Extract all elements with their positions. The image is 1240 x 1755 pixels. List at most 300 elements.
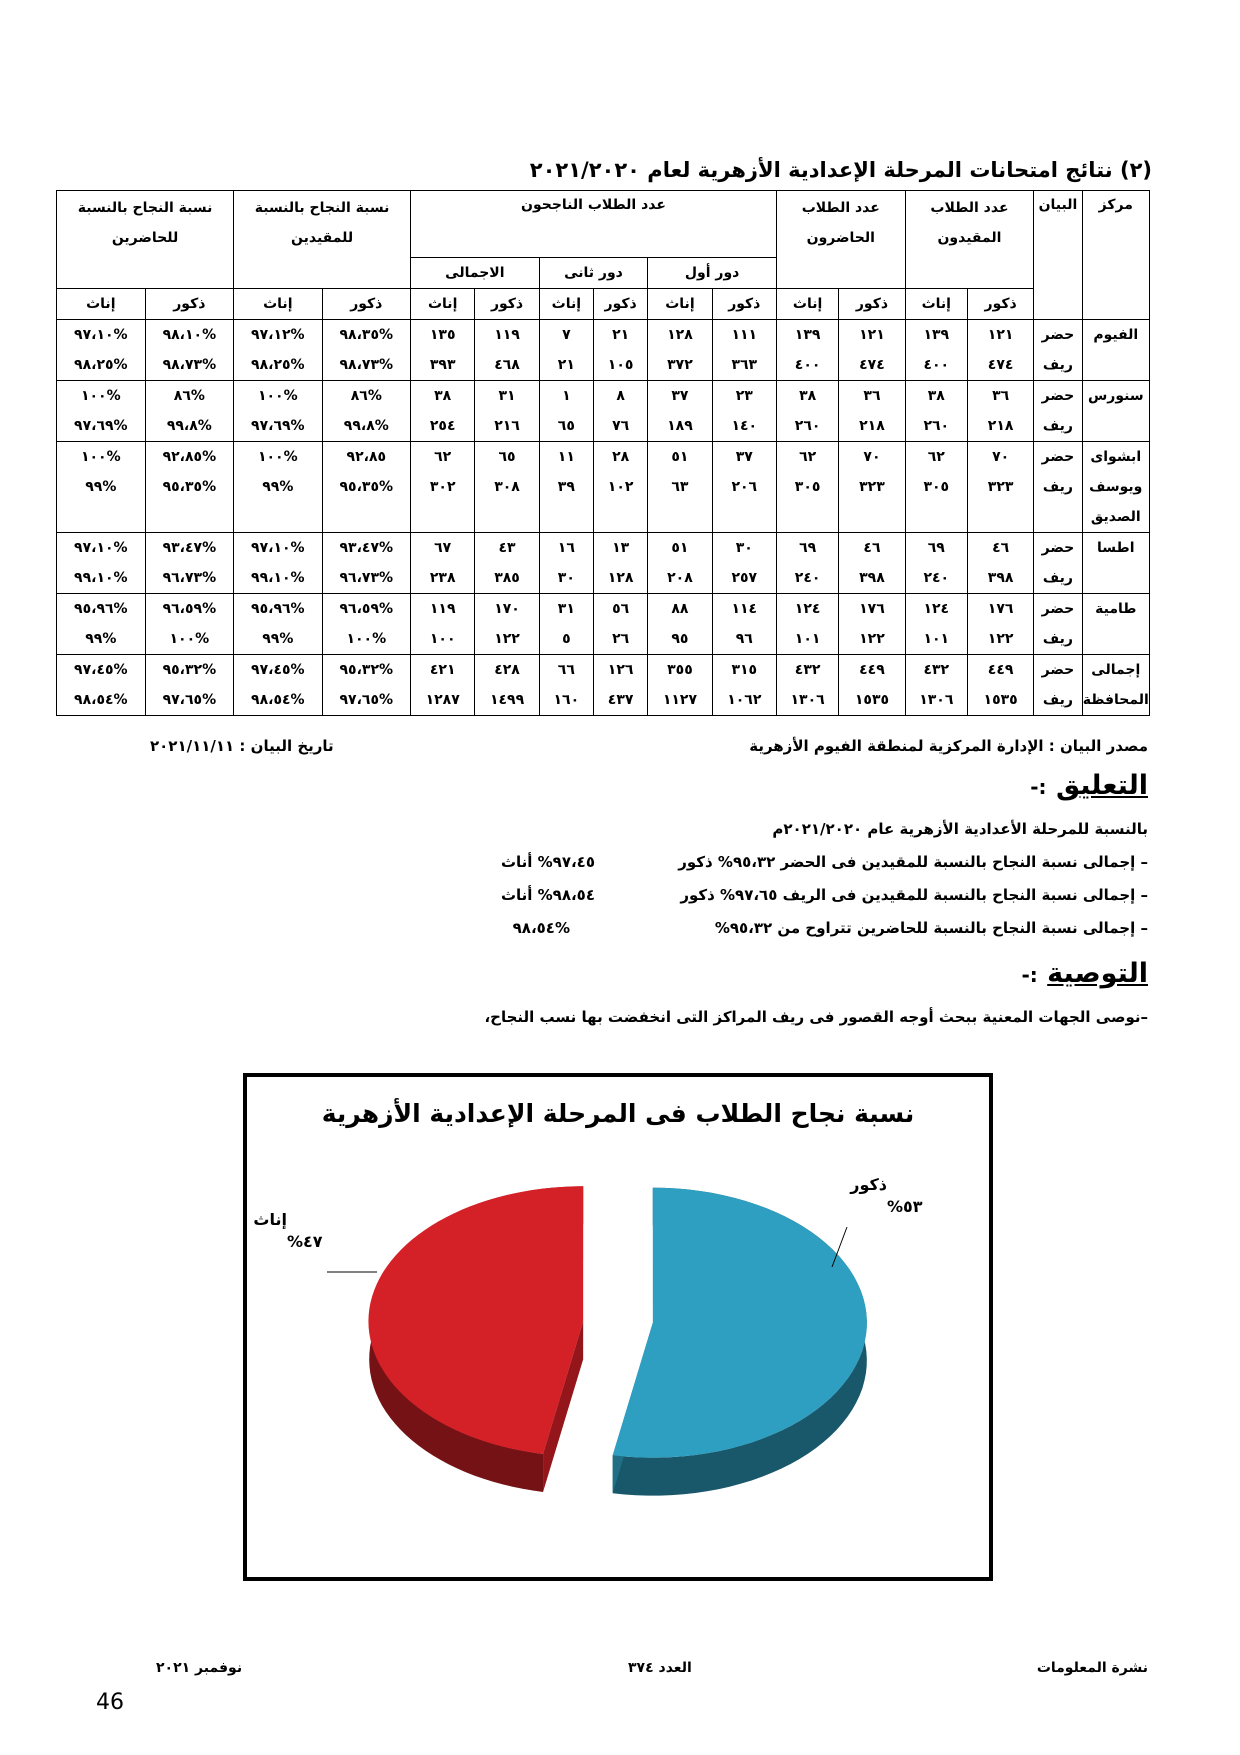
cell-pre-f [776, 320, 838, 381]
recommend-heading [1021, 958, 1148, 989]
pie-chart [247, 1077, 989, 1577]
cell-value: ٦٣ [671, 479, 689, 495]
cell-pp-m [145, 381, 233, 442]
table-title: (٢) نتائج امتحانات المرحلة الإعدادية الأزهرية لعام ٢٠٢١/٢٠٢٠ [529, 158, 1152, 182]
cell-pe-m [322, 655, 410, 716]
cell-value: %٩٥،٣٢ [339, 662, 394, 678]
cell-value: ١١٢٧ [662, 692, 698, 708]
cell-r1-f [648, 594, 712, 655]
header-male: ذكور [839, 289, 905, 320]
cell-value: ٣١ [557, 601, 575, 617]
footer-issue: العدد ٣٧٤ [628, 1660, 692, 1676]
cell-value: ٥٦ [612, 601, 630, 617]
cell-enr-m [967, 381, 1033, 442]
cell-enr-m [967, 442, 1033, 533]
cell-value: ٢٠٨ [667, 570, 693, 586]
cell-value: ١٢٤ [794, 601, 821, 617]
cell-r1-f [648, 442, 712, 533]
cell-value: ١٥٣٥ [854, 692, 890, 708]
cell-value: ٦٦ [557, 662, 575, 678]
cell-value: ٢٦٠ [923, 418, 950, 434]
row-center-name-line: سنورس [1087, 388, 1144, 404]
cell-r1-m [712, 320, 776, 381]
cell-pp-f [57, 381, 146, 442]
cell-value: %٨٦ [173, 388, 205, 404]
cell-value: %٩٩ [262, 631, 294, 647]
pie-chart-frame [243, 1073, 993, 1581]
cell-value: %٩٦،٥٩ [339, 601, 394, 617]
cell-value: ٥١ [671, 540, 689, 556]
cell-value: ٦٩ [799, 540, 817, 556]
cell-value: ١٢٢ [859, 631, 885, 647]
cell-value: ٤٣٧ [607, 692, 634, 708]
cell-value: ٣٨٥ [494, 570, 520, 586]
cell-value: ٢٦٠ [794, 418, 821, 434]
cell-value: %٩٥،٣٥ [339, 479, 394, 495]
cell-enr-m [967, 320, 1033, 381]
cell-pre-m [839, 320, 905, 381]
cell-enr-m [967, 533, 1033, 594]
cell-pre-f [776, 655, 838, 716]
cell-r1-f [648, 655, 712, 716]
cell-r1-m [712, 533, 776, 594]
row-bayan [1034, 594, 1082, 655]
cell-value: ١ [562, 388, 571, 404]
row-bayan-line: ريف [1042, 570, 1073, 586]
cell-value: ٣٦ [992, 388, 1010, 404]
cell-enr-m [967, 655, 1033, 716]
cell-value: %٨٦ [350, 388, 382, 404]
cell-r1-m [712, 594, 776, 655]
cell-value: ٣٥٥ [667, 662, 693, 678]
cell-enr-f [905, 381, 967, 442]
cell-tot-m [475, 533, 539, 594]
cell-tot-m [475, 442, 539, 533]
cell-value: ٣٦٣ [731, 357, 758, 373]
header-male: ذكور [967, 289, 1033, 320]
cell-value: ٣٨ [434, 388, 452, 404]
cell-value: ١٠١ [923, 631, 950, 647]
cell-value: ٢٥٧ [731, 570, 758, 586]
recommend-heading-text: التوصية [1047, 958, 1148, 989]
cell-tot-f [411, 442, 475, 533]
cell-tot-f [411, 381, 475, 442]
cell-pe-f [234, 533, 322, 594]
cell-value: %٩٧،٦٥ [162, 692, 217, 708]
cell-value: %٩٩،١٠ [251, 570, 305, 586]
cell-pp-m [145, 594, 233, 655]
cell-value: ١٢٢ [987, 631, 1014, 647]
cell-value: %٩٨،٥٤ [251, 692, 305, 708]
cell-value: ٣٠٥ [923, 479, 950, 495]
cell-value: ٢٤٠ [794, 570, 821, 586]
header-male: ذكور [145, 289, 233, 320]
cell-value: ٩٦ [735, 631, 753, 647]
comment-line-3: – إجمالى نسبة النجاح بالنسبة للحاضرين تتراوح من ٩٥،٣٢% [714, 919, 1148, 937]
cell-value: ٣٠٨ [494, 479, 520, 495]
cell-value: %٩٧،٦٩ [251, 418, 305, 434]
cell-value: ٤٠٠ [923, 357, 950, 373]
cell-value: ٤٣ [498, 540, 516, 556]
header-pass-rate-enrolled: نسبة النجاح بالنسبة للمقيدين [234, 191, 411, 289]
cell-value: %١٠٠ [80, 388, 121, 404]
cell-value: ٤٦٨ [494, 357, 520, 373]
cell-value: ٣٠ [735, 540, 753, 556]
cell-value: ٢٥٤ [429, 418, 456, 434]
cell-r2-f [539, 533, 593, 594]
comment-heading [1030, 770, 1148, 801]
cell-value: ١٣٩ [794, 327, 821, 343]
header-male: ذكور [712, 289, 776, 320]
cell-pe-m [322, 442, 410, 533]
cell-value: ٢٣ [735, 388, 753, 404]
cell-value: %٩٨،٧٣ [339, 357, 394, 373]
cell-value: ٤٦ [863, 540, 881, 556]
cell-pe-m [322, 381, 410, 442]
cell-value: ٦٢ [927, 449, 945, 465]
cell-value: ٥١ [671, 449, 689, 465]
cell-pre-m [839, 655, 905, 716]
cell-value: %٩٨،٥٤ [74, 692, 128, 708]
comment-line-2: – إجمالى نسبة النجاح بالنسبة للمقيدين فى الريف ٩٧،٦٥% ذكور [680, 886, 1148, 904]
cell-value: %٩٩ [262, 479, 294, 495]
cell-value: %٩٧،٦٥ [339, 692, 394, 708]
cell-value: ٢١ [557, 357, 575, 373]
cell-pe-f [234, 320, 322, 381]
cell-value: %٩٧،٤٥ [251, 662, 305, 678]
cell-r1-m [712, 655, 776, 716]
cell-r2-m [593, 594, 647, 655]
table-row [57, 594, 1150, 655]
cell-value: %٩٩،٨ [166, 418, 212, 434]
cell-value: %١٠٠ [346, 631, 387, 647]
comment-heading-suffix: :- [1030, 775, 1047, 799]
cell-pp-m [145, 655, 233, 716]
cell-value: ١٥٣٥ [983, 692, 1018, 708]
header-total: الاجمالى [411, 258, 540, 289]
cell-value: ١٠١ [794, 631, 821, 647]
cell-value: ١٧٠ [494, 601, 520, 617]
cell-pp-f [57, 533, 146, 594]
cell-value: %٩٧،٤٥ [74, 662, 128, 678]
row-bayan-line: ريف [1042, 418, 1073, 434]
pie-label-name: إناث [253, 1210, 287, 1229]
cell-r1-f [648, 320, 712, 381]
header-bayan: البيان [1034, 191, 1082, 320]
cell-value: ١٣ [612, 540, 630, 556]
header-male: ذكور [322, 289, 410, 320]
cell-value: ٨ [616, 388, 625, 404]
cell-pe-f [234, 655, 322, 716]
header-enrolled: عدد الطلاب المقيدون [905, 191, 1034, 289]
cell-r2-f [539, 320, 593, 381]
table-row [57, 533, 1150, 594]
cell-pe-f [234, 381, 322, 442]
cell-value: ١٨٩ [667, 418, 693, 434]
row-bayan-line: حضر [1041, 388, 1075, 404]
cell-value: ١٧٦ [987, 601, 1014, 617]
row-center-name [1082, 655, 1149, 716]
cell-value: ١٠٥ [607, 357, 634, 373]
cell-value: ١٤٠ [731, 418, 758, 434]
row-bayan-line: حضر [1041, 540, 1075, 556]
row-center-name [1082, 320, 1149, 381]
cell-value: ١١١ [731, 327, 758, 343]
cell-value: ٣٩٨ [987, 570, 1014, 586]
cell-value: ٥ [562, 631, 571, 647]
cell-pre-m [839, 381, 905, 442]
comment-value-1: ٩٧،٤٥% أناث [500, 853, 595, 871]
cell-tot-f [411, 655, 475, 716]
cell-pp-f [57, 320, 146, 381]
data-source: مصدر البيان : الإدارة المركزية لمنطقة الفيوم الأزهرية [749, 737, 1148, 755]
cell-value: ٤٦ [992, 540, 1010, 556]
cell-value: %٩٧،١٠ [74, 540, 128, 556]
cell-value: ٩٥ [671, 631, 689, 647]
row-center-name-line: إجمالى [1091, 662, 1141, 678]
header-second-round: دور ثانى [539, 258, 648, 289]
recommend-heading-suffix: :- [1021, 963, 1038, 987]
recommend-text: –نوصى الجهات المعنية ببحث أوجه القصور فى ريف المراكز التى انخفضت بها نسب النجاح، [484, 1008, 1148, 1026]
header-male: ذكور [593, 289, 647, 320]
cell-r2-m [593, 533, 647, 594]
cell-value: ٦٢ [799, 449, 817, 465]
row-bayan [1034, 442, 1082, 533]
cell-value: ٣١٥ [731, 662, 758, 678]
pie-label-name: ذكور [850, 1175, 887, 1194]
cell-pe-f [234, 594, 322, 655]
row-center-name-line: الصديق [1090, 509, 1141, 525]
cell-enr-f [905, 594, 967, 655]
cell-value: ١٧٦ [859, 601, 885, 617]
cell-pp-f [57, 594, 146, 655]
cell-value: ٢٦ [612, 631, 630, 647]
header-pass-rate-present: نسبة النجاح بالنسبة للحاضرين [57, 191, 234, 289]
footer-month: نوفمبر ٢٠٢١ [156, 1660, 243, 1676]
cell-value: ١٢٢ [494, 631, 520, 647]
cell-pre-m [839, 442, 905, 533]
cell-value: %٩٣،٤٧ [339, 540, 394, 556]
cell-pre-f [776, 442, 838, 533]
cell-r2-f [539, 381, 593, 442]
cell-pp-f [57, 655, 146, 716]
cell-value: %٩٧،١٠ [251, 540, 305, 556]
cell-value: ٤٧٤ [859, 357, 885, 373]
cell-value: ٤٢١ [429, 662, 456, 678]
cell-value: ١٢٨٧ [425, 692, 460, 708]
cell-r2-m [593, 442, 647, 533]
cell-value: ٣٠ [557, 570, 575, 586]
cell-value: ٢١٦ [494, 418, 520, 434]
cell-value: %٩٥،٣٥ [162, 479, 217, 495]
cell-value: ٢٠٦ [731, 479, 758, 495]
cell-tot-m [475, 320, 539, 381]
cell-pp-f [57, 442, 146, 533]
cell-value: ٣٩٨ [859, 570, 885, 586]
cell-tot-m [475, 381, 539, 442]
cell-pre-f [776, 381, 838, 442]
cell-value: ٦٧ [434, 540, 452, 556]
comment-heading-text: التعليق [1055, 770, 1148, 801]
cell-tot-m [475, 594, 539, 655]
row-bayan-line: ريف [1042, 692, 1073, 708]
cell-value: %٩٩ [85, 479, 117, 495]
row-center-name [1082, 594, 1149, 655]
pie-label-value: %٤٧ [287, 1232, 323, 1251]
cell-pe-f [234, 442, 322, 533]
cell-value: ٣٠٥ [794, 479, 821, 495]
cell-value: %٩٨،٢٥ [251, 357, 305, 373]
cell-value: ١٢٦ [607, 662, 634, 678]
cell-r2-f [539, 594, 593, 655]
cell-value: ٢٣٨ [429, 570, 456, 586]
cell-value: ١٤٩٩ [489, 692, 525, 708]
cell-value: ١١٩ [429, 601, 456, 617]
cell-pe-m [322, 533, 410, 594]
row-center-name-line: ابشواى [1090, 449, 1142, 465]
header-female: إناث [539, 289, 593, 320]
cell-value: ١٢٨ [607, 570, 634, 586]
chart-title: نسبة نجاح الطلاب فى المرحلة الإعدادية الأزهرية [321, 1099, 915, 1128]
row-center-name [1082, 533, 1149, 594]
cell-value: ٧٠ [863, 449, 881, 465]
cell-value: %٩٧،١٢ [251, 327, 305, 343]
cell-enr-f [905, 320, 967, 381]
cell-pre-m [839, 594, 905, 655]
cell-pre-f [776, 594, 838, 655]
cell-value: %١٠٠ [257, 388, 298, 404]
cell-value: ١٠٢ [607, 479, 634, 495]
table-row [57, 442, 1150, 533]
cell-value: ٤٤٩ [987, 662, 1014, 678]
cell-value: ١١ [557, 449, 575, 465]
cell-value: ٣٠٢ [429, 479, 456, 495]
cell-value: %٩٦،٧٣ [339, 570, 394, 586]
row-bayan [1034, 381, 1082, 442]
row-center-name-line: المحافظة [1082, 692, 1149, 708]
cell-value: %٩٨،١٠ [162, 327, 217, 343]
cell-value: ١٣٩ [923, 327, 950, 343]
cell-value: %٩٦،٥٩ [162, 601, 217, 617]
cell-value: ١٢١ [987, 327, 1014, 343]
cell-pre-f [776, 533, 838, 594]
cell-value: ٩٢،٨٥ [346, 449, 387, 465]
cell-value: ٤٤٩ [859, 662, 885, 678]
row-center-name-line: اطسا [1097, 540, 1135, 556]
cell-value: %٩٦،٧٣ [162, 570, 217, 586]
header-female: إناث [648, 289, 712, 320]
cell-value: %٩٧،١٠ [74, 327, 128, 343]
cell-value: %٩٥،٩٦ [251, 601, 305, 617]
cell-pre-m [839, 533, 905, 594]
cell-value: ١٠٦٢ [727, 692, 762, 708]
cell-value: ٣٧ [735, 449, 753, 465]
cell-value: ٦٥ [557, 418, 575, 434]
comment-intro: بالنسبة للمرحلة الأعدادية الأزهرية عام ٢٠٢١/٢٠٢٠م [772, 820, 1148, 838]
footer-bulletin: نشرة المعلومات [1036, 1660, 1148, 1676]
row-bayan-line: حضر [1041, 327, 1075, 343]
cell-value: ١٠٠ [429, 631, 456, 647]
row-bayan-line: ريف [1042, 631, 1073, 647]
cell-value: ١٣٠٦ [790, 692, 825, 708]
cell-r1-m [712, 442, 776, 533]
cell-value: %٩٧،٦٩ [74, 418, 128, 434]
header-first-round: دور أول [648, 258, 777, 289]
header-male: ذكور [475, 289, 539, 320]
cell-value: %١٠٠ [169, 631, 210, 647]
cell-value: ٧٦ [612, 418, 630, 434]
cell-value: %٩٩،٨ [343, 418, 389, 434]
cell-value: %٩٢،٨٥ [162, 449, 217, 465]
header-female: إناث [234, 289, 322, 320]
row-center-name-line: طامية [1095, 601, 1137, 617]
row-bayan [1034, 533, 1082, 594]
cell-pe-m [322, 594, 410, 655]
table-row [57, 381, 1150, 442]
cell-value: ١٢٤ [923, 601, 950, 617]
cell-value: ١١٩ [494, 327, 520, 343]
page-number: 46 [96, 1690, 124, 1715]
pie-label-value: %٥٣ [887, 1197, 923, 1216]
cell-value: %١٠٠ [80, 449, 121, 465]
cell-value: ٢٤٠ [923, 570, 950, 586]
row-bayan [1034, 320, 1082, 381]
cell-r2-m [593, 655, 647, 716]
cell-r2-f [539, 655, 593, 716]
cell-value: ٨٨ [671, 601, 689, 617]
cell-r1-m [712, 381, 776, 442]
cell-value: ٣٢٣ [859, 479, 885, 495]
cell-r1-f [648, 533, 712, 594]
cell-value: %٩٩،١٠ [74, 570, 128, 586]
cell-value: ٣٧ [671, 388, 689, 404]
row-bayan-line: ريف [1042, 357, 1073, 373]
row-bayan-line: حضر [1041, 662, 1075, 678]
cell-value: ٣٩٣ [429, 357, 456, 373]
row-center-name-line: الفيوم [1093, 327, 1139, 343]
row-center-name-line: ويوسف [1089, 479, 1143, 495]
row-bayan-line: حضر [1041, 601, 1075, 617]
cell-value: ٧ [562, 327, 571, 343]
cell-r1-f [648, 381, 712, 442]
cell-value: ٦٩ [927, 540, 945, 556]
header-female: إناث [905, 289, 967, 320]
header-present: عدد الطلاب الحاضرون [776, 191, 905, 289]
cell-enr-f [905, 533, 967, 594]
header-center: مركز [1082, 191, 1149, 320]
cell-enr-f [905, 442, 967, 533]
cell-value: %٩٩ [85, 631, 117, 647]
cell-value: ١٢١ [859, 327, 885, 343]
comment-value-3: %٩٨،٥٤ [512, 919, 570, 937]
cell-value: ٤٠٠ [794, 357, 821, 373]
cell-pp-m [145, 320, 233, 381]
cell-pe-m [322, 320, 410, 381]
cell-value: ١٦٠ [553, 692, 580, 708]
cell-value: ٣٢٣ [987, 479, 1014, 495]
cell-pp-m [145, 442, 233, 533]
comment-line-1: – إجمالى نسبة النجاح بالنسبة للمقيدين فى الحضر ٩٥،٣٢% ذكور [678, 853, 1148, 871]
cell-enr-f [905, 655, 967, 716]
header-female: إناث [776, 289, 838, 320]
cell-value: %٩٣،٤٧ [162, 540, 217, 556]
cell-value: ٣٨ [799, 388, 817, 404]
cell-value: ٢١٨ [987, 418, 1014, 434]
cell-value: %٩٥،٣٢ [162, 662, 217, 678]
cell-value: ٧٠ [992, 449, 1010, 465]
cell-value: ١١٤ [731, 601, 758, 617]
cell-tot-f [411, 320, 475, 381]
